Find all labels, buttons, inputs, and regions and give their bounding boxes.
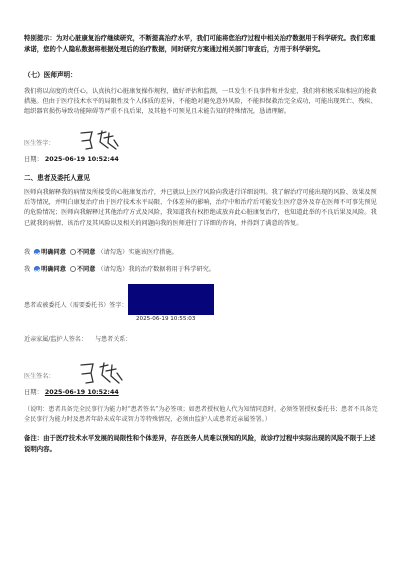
doctor-signature-label: 医生签字： <box>24 140 55 147</box>
disagree-label: 不同意 <box>76 266 96 273</box>
relative-label: 近亲家属/监护人签名： <box>24 336 87 343</box>
date-value: 2025-06-19 10:52:44 <box>44 156 119 163</box>
agree-radio-checked[interactable] <box>34 266 40 272</box>
physician-statement-body: 我们将以高度的责任心，认真执行心脏康复操作规程，做好评估和监测，一旦发生不良事件和并发症，我们将积极采取相应的抢救措施。但由于医疗技术水平的局限性及个人体质的差异，不能绝对避免意外风险，不能担保救治完全成功，可能出现死亡、残疾、组织器官损伤导致功能障碍等严重不良后果，及其他不可预见且未能告知的特殊情况，恳请理解。 <box>24 88 377 116</box>
patient-opinion-heading: 二、患者及委托人意见 <box>24 174 90 182</box>
option-prefix: 我 <box>24 249 31 256</box>
option-hint: （请勾选） <box>97 266 129 273</box>
consent-research-row <box>24 265 379 274</box>
relation-label: 与患者关系： <box>94 336 132 343</box>
date-label: 日期： <box>24 389 43 396</box>
option-prefix: 我 <box>24 266 31 273</box>
physician-statement-heading: （七）医师声明： <box>24 71 77 79</box>
doctor-signature-image-2 <box>78 360 126 386</box>
date-value: 2025-06-19 10:52:44 <box>44 389 119 396</box>
agree-radio-checked[interactable] <box>34 249 40 255</box>
relative-signature-row <box>24 335 379 344</box>
explanation-note: （说明：患者具备完全民事行为能力时“患者签名”为必签项；如患者授权他人代为知情同意时，必须签署授权委托书；患者不具备完全民事行为能力时及患者年龄未成年或智力等特殊情况，必须由监护人或患者近亲属签署。） <box>24 406 378 424</box>
patient-signature-redacted <box>128 284 214 315</box>
date-label: 日期： <box>24 156 43 163</box>
special-notice: 特别提示：为对心脏康复治疗继续研究，不断提高治疗水平，我们可能将您治疗过程中相关治疗数据用于科学研究。我们郑重承诺，您的个人隐私数据将根据处理后的治疗数据，同时研究方案通过相关部门审查后，方用于科学研究。 <box>24 34 376 53</box>
patient-signer-label: 患者或被委托人（需要委托书）签字： <box>24 302 128 309</box>
doctor-sign-label-2: 医生签名： <box>24 373 55 380</box>
disagree-radio[interactable] <box>70 249 76 255</box>
doctor-date-row-2 <box>24 388 379 397</box>
patient-opinion-body: 医师向我解释我的病情及所接受的心脏康复治疗，并已就以上医疗风险向我进行详细说明。我了解治疗可能出现的风险、效果及预后等情况，并明白康复治疗由于医疗技术水平局限、个体差异的影响，治疗中和治疗后可能发生医疗意外及存在医师不可事先预见的危险情况；医师向我解释过其他治疗方式及风险，我知道我有权拒绝或放弃此心脏康复治疗，也知道此举的不良后果及风险。我已就我的病情、该治疗及其风险以及相关的问题向我的医师进行了详细的咨询，并得到了满意的答复。 <box>24 189 377 227</box>
disagree-radio[interactable] <box>70 266 76 272</box>
doctor-signature-image <box>78 128 122 152</box>
option-suffix: 实施该医疗措施。 <box>128 249 178 256</box>
remark-note: 备注：由于医疗技术水平发展的局限性和个体差异，存在医务人员难以预知的风险，故诊疗过程中实际出现的风险不限于上述说明内容。 <box>24 434 376 453</box>
doctor-date-row <box>24 155 379 164</box>
option-hint: （请勾选） <box>97 249 129 256</box>
consent-treatment-row <box>24 248 379 257</box>
option-suffix: 我的治疗数据将用于科学研究。 <box>128 266 215 273</box>
patient-sign-time: 2025-06-19 10:55:03 <box>136 316 196 322</box>
agree-label: 明确同意 <box>41 249 66 256</box>
agree-label: 明确同意 <box>41 266 66 273</box>
disagree-label: 不同意 <box>76 249 96 256</box>
